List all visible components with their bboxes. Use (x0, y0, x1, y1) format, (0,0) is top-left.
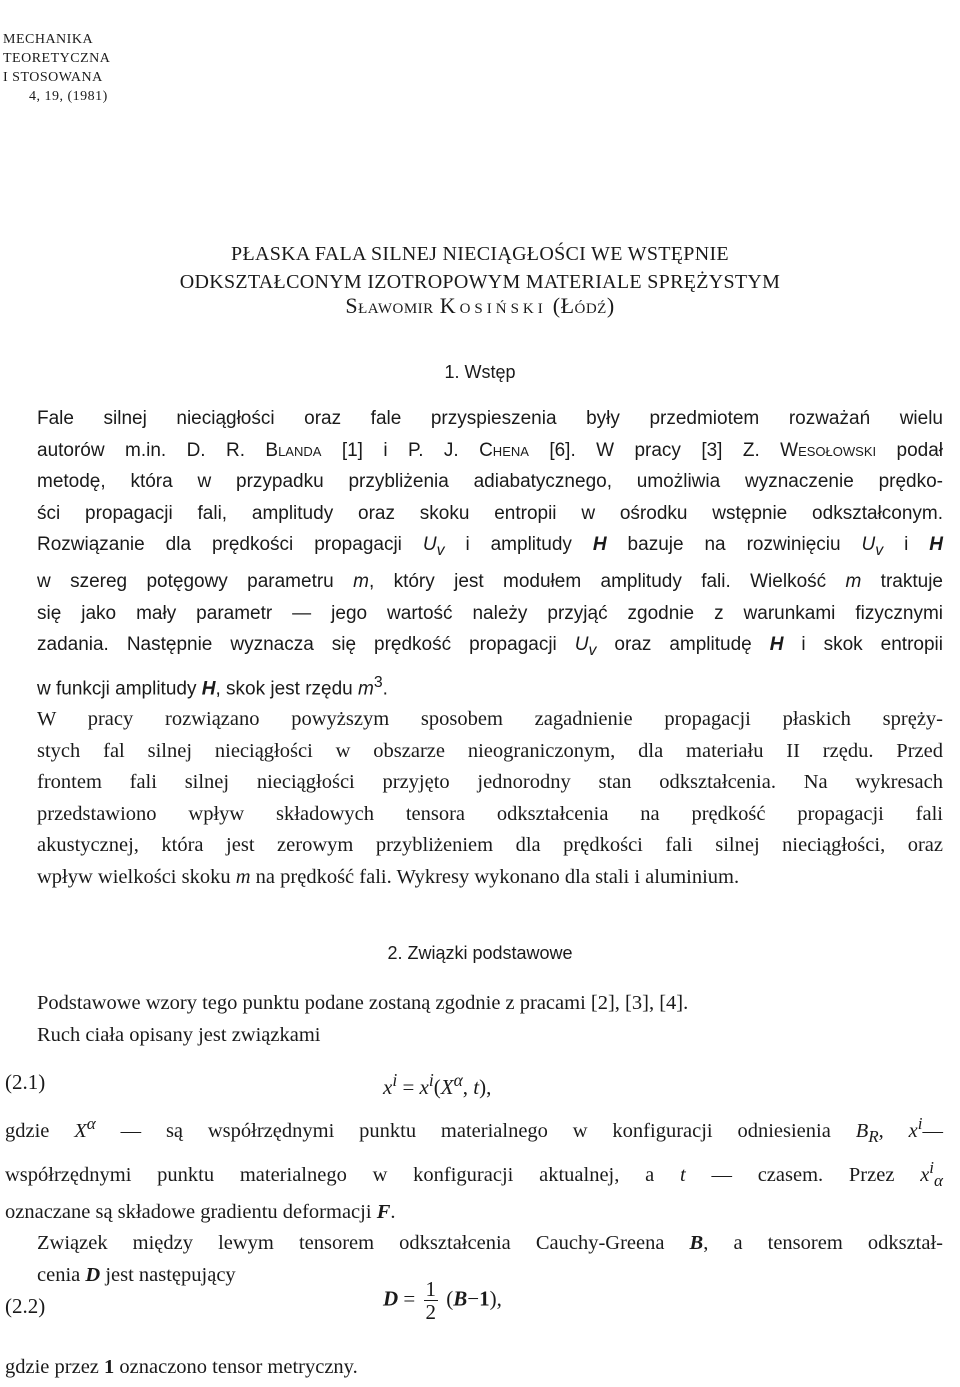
equation-2-2 (5, 1278, 943, 1334)
introduction-paragraph-2: W pracy rozwiązano powyższym sposobem zagadnienie propagacji płaskich spręży- stych fal silnej nieciągłości w obszarze nieograniczonym, dla materiału II rzędu. Przed frontem fali silnej nieciągłości przyjęto jednorodny stan odkształcenia. Na wykresach przedstawiono wpływ składowych tensora odkształcenia na prędkość propagacji fali akustycznej, która jest zerowym przybliżeniem dla prędkości fali silnej nieciągłości, oraz wpływ wielkości skoku m na prędkość fali. Wykresy wykonano dla stali i aluminium. (37, 708, 943, 888)
introduction-paragraph-1: Fale silnej nieciągłości oraz fale przyspieszenia były przedmiotem rozważań wielu autorów m.in. D. R. Blanda [1] i P. J. Chena [6]. W pracy [3] Z. Wesołowski podał metodę, która w przypadku przybliżenia adiabatycznego, umożliwia wyznaczenie prędko- ści propagacji fali, amplitudy oraz skoku entropii w ośrodku wstępnie odkształconym. Rozwiązanie dla prędkości propagacji $U_v$ i amplitudy H bazuje na rozwinięciu $U_v$ i H w szereg potęgowy parametru m, który jest modułem amplitudy fali. Wielkość m traktuje się jako mały parametr — jego wartość należy przyjąć zgodnie z warunkami fizycznymi zadania. Następnie wyznacza się prędkość propagacji $U_v$ oraz amplitudę H i skok entropii w funkcji amplitudy H, skok jest rzędu $m^3$. (37, 408, 944, 699)
author-affiliation: (Łódź) (552, 293, 615, 318)
journal-info (3, 30, 110, 106)
basic-relations-intro (5, 988, 943, 1051)
journal-name-line-1: MECHANIKA (3, 32, 94, 47)
equation-number-2-2: (2.2) (5, 1294, 46, 1318)
paper-title-line-2: ODKSZTAŁCONYM IZOTROPOWYM MATERIALE SPRĘŻYSTYM (179, 271, 781, 293)
author-line (0, 293, 960, 319)
author-first-name: Sławomir (345, 293, 434, 318)
equation-number-2-1: (2.1) (5, 1070, 46, 1094)
basic-relations-paragraph-4: Związek między lewym tensorem odkształcenia Cauchy-Greena B, a tensorem odkształ- cenia D jest następujący (37, 1232, 944, 1286)
journal-name-line-2: TEORETYCZNA (3, 51, 111, 66)
basic-relations-definitions (5, 1108, 943, 1291)
section-heading-basic-relations: 2. Związki podstawowe (387, 943, 573, 963)
basic-relations-paragraph-1: Podstawowe wzory tego punktu podane zostaną zgodnie z pracami [2], [3], [4]. (37, 992, 689, 1014)
section-heading-introduction: 1. Wstęp (444, 362, 516, 382)
paper-title-line-1: PŁASKA FALA SILNEJ NIECIĄGŁOŚCI WE WSTĘPNIE (231, 243, 729, 265)
paper-title (0, 240, 960, 296)
journal-volume: 4, 19, (1981) (29, 89, 108, 104)
basic-relations-paragraph-2: Ruch ciała opisany jest związkami (37, 1023, 321, 1046)
basic-relations-paragraph-3: gdzie $X^\alpha$ — są współrzędnymi punktu materialnego w konfiguracji odniesienia $B_R$, $x^i—$ współrzędnymi punktu materialnego w konfiguracji aktualnej, a t — czasem. Przez $x^i_\alpha$ oznaczane są składowe gradientu deformacji F. (5, 1114, 944, 1223)
journal-name-line-3: I STOSOWANA (3, 70, 103, 85)
author-surname: Kosiński (439, 293, 547, 318)
basic-relations-paragraph-5: gdzie przez 1 oznaczono tensor metryczny. (5, 1356, 358, 1378)
equation-body-2-2: D = $\frac{1}{2}$ (B−1), (383, 1277, 502, 1324)
equation-body-2-1: $x^i = x^i(X^\alpha$, t), (383, 1070, 492, 1099)
introduction-text (5, 403, 943, 893)
basic-relations-closing (5, 1352, 943, 1384)
